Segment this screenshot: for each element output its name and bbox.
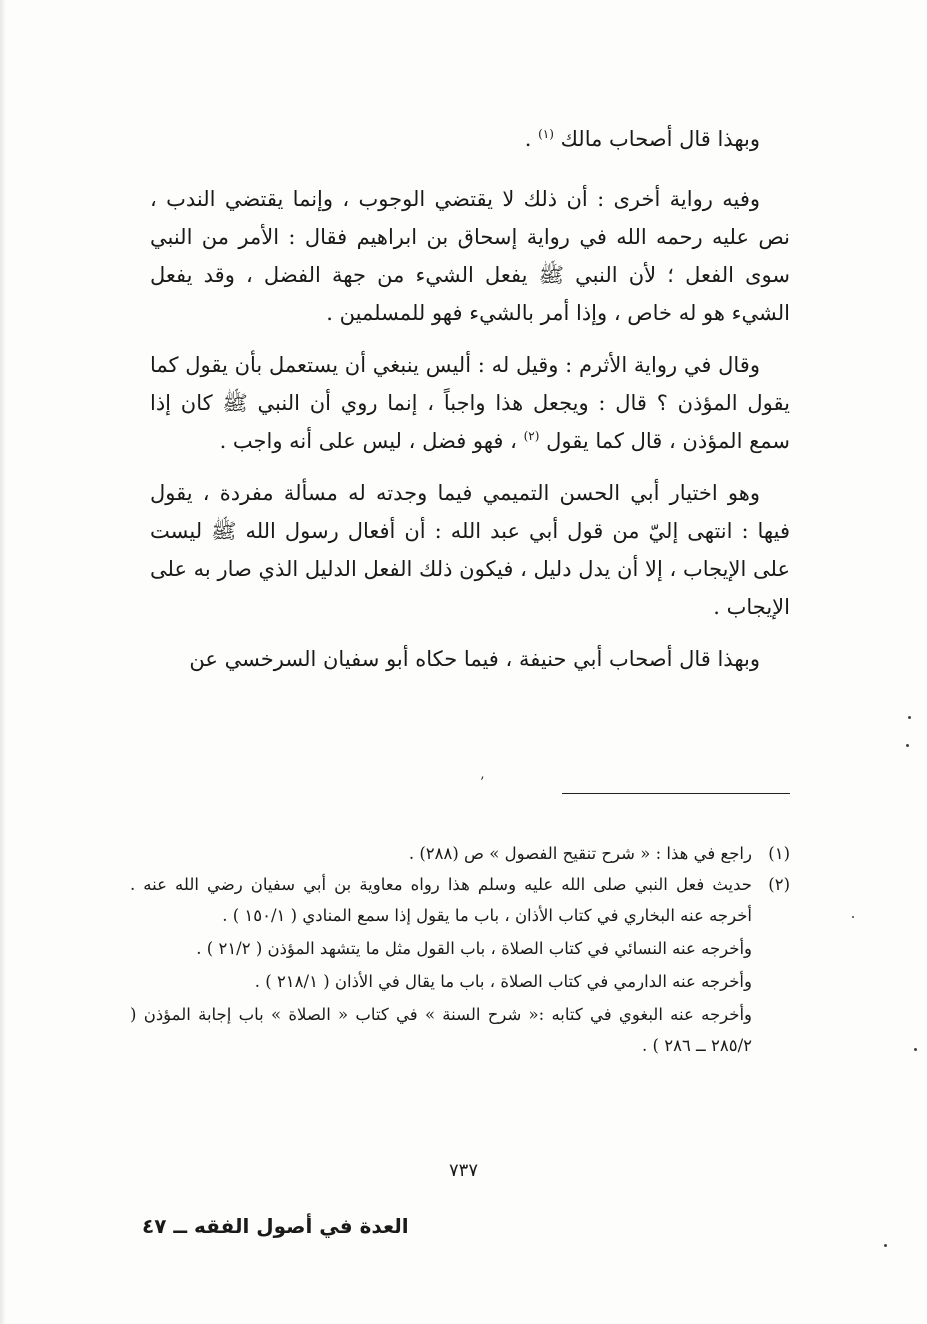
page-edge-shadow (0, 0, 6, 1324)
footnote-line: وأخرجه عنه البغوي في كتابه :« شرح السنة » في كتاب « الصلاة » باب إجابة المؤذن ( ٢٨٥/٢ ــ ٢٨٦ ) . (130, 1005, 752, 1055)
paragraph-2: وفيه رواية أخرى : أن ذلك لا يقتضي الوجوب ، وإنما يقتضي الندب ، نص عليه رحمه الله في رواية إسحاق بن ابراهيم فقال : الأمر من النبي سوى الفعل ؛ لأن النبي ﷺ يفعل الشيء من جهة الفضل ، وقد يفعل الشيء هو له خاص ، وإذا أمر بالشيء فهو للمسلمين . (150, 187, 790, 325)
footnote-body (130, 838, 752, 869)
running-footer: العدة في أصول الفقه ــ ٤٧ (142, 1214, 409, 1238)
paragraph-1: وبهذا قال أصحاب مالك $^{(١)}$ . (524, 127, 760, 151)
footnote-ref-2[interactable]: (٢) (523, 429, 540, 443)
scan-speck (906, 744, 909, 747)
footnote-line: وأخرجه عنه النسائي في كتاب الصلاة ، باب القول مثل ما يتشهد المؤذن ( ٢١/٢ ) . (196, 939, 752, 958)
scan-speck (908, 716, 911, 719)
footnote-ref-1[interactable]: (١) (538, 127, 554, 141)
footnote-body (130, 869, 752, 1061)
footnotes-block (130, 838, 790, 1061)
stray-tick-mark: ʼ (479, 775, 484, 791)
paragraph-3: وقال في رواية الأثرم : وقيل له : أليس ينبغي أن يستعمل بأن يقول كما يقول المؤذن ؟ قال : ويجعل هذا واجباً ، إنما روي أن النبي ﷺ كان إذا سمع المؤذن ، قال كما يقول $^{(٢)}$ ، فهو فضل ، ليس على أنه واجب . (150, 353, 790, 453)
scan-speck (914, 1048, 917, 1051)
footnote-2 (130, 869, 790, 1061)
footnote-line: وأخرجه عنه الدارمي في كتاب الصلاة ، باب ما يقال في الأذان ( ٢١٨/١ ) . (254, 972, 752, 991)
paragraph-5: وبهذا قال أصحاب أبي حنيفة ، فيما حكاه أبو سفيان السرخسي عن (189, 647, 760, 671)
page-number: ٧٣٧ (448, 1160, 478, 1181)
footnote-line: راجع في هذا : « شرح تنقيح الفصول » ص (٢٨٨) . (408, 844, 752, 863)
scan-speck (884, 1244, 887, 1247)
footnote-line: حديث فعل النبي صلى الله عليه وسلم هذا رواه معاوية بن أبي سفيان رضي الله عنه . أخرجه عنه البخاري في كتاب الأذان ، باب ما يقول إذا سمع المنادي ( ١٥٠/١ ) . (130, 875, 752, 925)
footnote-1 (130, 838, 790, 869)
main-text-block (150, 120, 790, 692)
footnote-number: (٢) (768, 875, 790, 894)
footnote-number: (١) (768, 844, 790, 863)
footnote-separator (562, 793, 790, 794)
scan-speck (852, 916, 854, 918)
paragraph-4: وهو اختيار أبي الحسن التميمي فيما وجدته له مسألة مفردة ، يقول فيها : انتهى إليّ من قول أبي عبد الله : أن أفعال رسول الله ﷺ ليست على الإيجاب ، إلا أن يدل دليل ، فيكون ذلك الفعل الدليل الذي صار به على الإيجاب . (150, 481, 790, 619)
